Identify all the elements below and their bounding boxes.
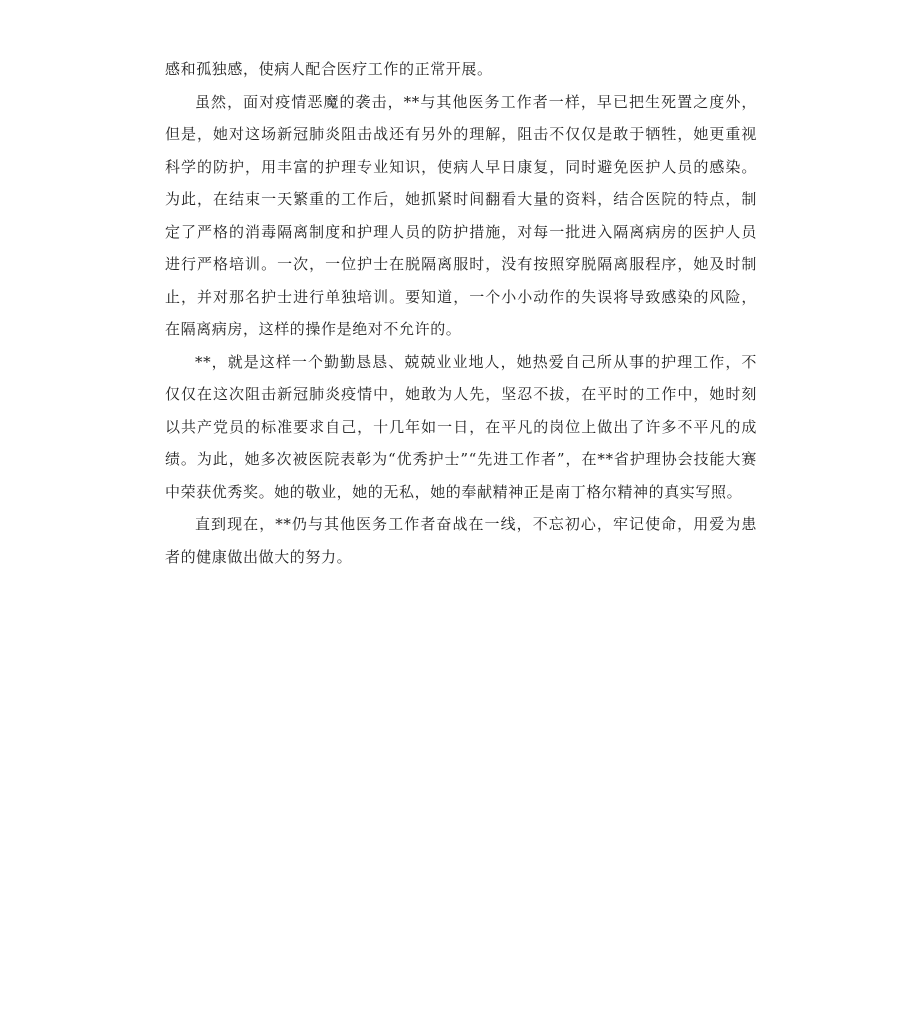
paragraph-continuation: 感和孤独感，使病人配合医疗工作的正常开展。 [165,60,493,78]
paragraph-protection: 虽然，面对疫情恶魔的袭击，**与其他医务工作者一样，早已把生死置之度外，但是，她对这场新冠肺炎阻击战还有另外的理解，阻击不仅仅是敢于牺牲，她更重视科学的防护，用丰富的护理专业知识，使病人早日康复，同时避免医护人员的感染。为此，在结束一天繁重的工作后，她抓紧时间翻看大量的资料，结合医院的特点，制定了严格的消毒隔离制度和护理人员的防护措施，对每一批进入隔离病房的医护人员进行严格培训。一次，一位护士在脱隔离服时，没有按照穿脱隔离服程序，她及时制止，并对那名护士进行单独培训。要知道，一个小小动作的失误将导致感染的风险，在隔离病房，这样的操作是绝对不允许的。 [165,92,757,338]
document-body [165,53,757,573]
paragraph-dedication: **，就是这样一个勤勤恳恳、兢兢业业地人，她热爱自己所从事的护理工作，不仅仅在这次阻击新冠肺炎疫情中，她敢为人先，坚忍不拔，在平时的工作中，她时刻以共产党员的标准要求自己，十几年如一日，在平凡的岗位上做出了许多不平凡的成绩。为此，她多次被医院表彰为“优秀护士”“先进工作者”，在**省护理协会技能大赛中荣获优秀奖。她的敬业，她的无私，她的奉献精神正是南丁格尔精神的真实写照。 [165,352,757,501]
paragraph-conclusion: 直到现在，**仍与其他医务工作者奋战在一线，不忘初心，牢记使命，用爱为患者的健康做出做大的努力。 [165,515,757,566]
